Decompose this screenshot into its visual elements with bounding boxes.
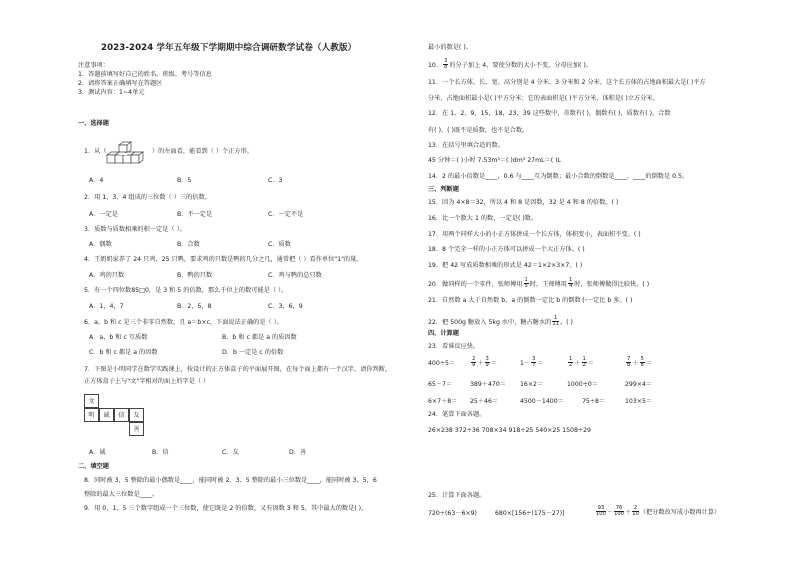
question-text: 13．在括号里填合适的数。 xyxy=(428,142,504,149)
calc-item: $\frac{2}{9}$ ＋ $\frac{3}{9}$ ＝ xyxy=(472,356,497,369)
note-item: 3．测试内容：1~4单元 xyxy=(78,89,145,96)
calc-item: 389＋470＝ xyxy=(470,381,506,388)
question-text: 1．从（ xyxy=(84,148,107,155)
note-item: 1．答题前填写好自己的姓名、班级、考号等信息 xyxy=(78,71,212,78)
fraction: $\frac{3}{8}$ xyxy=(444,58,448,71)
question-text: 整除的最大三位数是____。 xyxy=(84,491,159,498)
option-c[interactable]: C．3，6，9 xyxy=(268,303,303,310)
question-text: 25．计算下面各题。 xyxy=(428,492,486,499)
option-b[interactable]: B．2，5，8 xyxy=(177,303,212,310)
option-c[interactable]: C．b 和 c 都是 a 的因数 xyxy=(89,349,158,356)
question-text: 15．因为 4×8＝32，所以 4 和 8 是因数，32 是 4 和 8 的倍数。( ) xyxy=(428,199,619,206)
calc-item: $\frac{7}{8}$ ＋ $\frac{5}{8}$ ＝ xyxy=(627,356,652,369)
calc-item: 6×7＋8＝ xyxy=(428,398,458,405)
question-text: 19．把 42 写成质数相乘的形式是 42＝1×2×3×7。( ) xyxy=(428,262,583,269)
calc-item: $\frac{1}{2}$ ＋ $\frac{1}{2}$ ＝ xyxy=(569,356,594,369)
section-heading: 三、判断题 xyxy=(428,186,459,193)
calc-item: $\frac{93}{100}$ － $\frac{76}{100}$ ＋ $\frac{2}{10}$ （把分数改写成小数再计算） xyxy=(596,505,721,518)
net-cell: 诚 xyxy=(99,408,114,422)
question-text: 23．看谁反应快。 xyxy=(428,343,480,350)
calc-item: 4500－1400＝ xyxy=(520,398,564,405)
option-a[interactable]: A．a，b 和 c 互质数 xyxy=(89,334,148,341)
option-d[interactable]: D．b 一定是 c 的倍数 xyxy=(222,349,284,356)
question-text: 12．在 1，2，9，15，18，23，39 这些数中，奇数有( )，偶数有( )，质数有( )，合数 xyxy=(428,110,671,117)
fraction: $\frac{1}{4}$ xyxy=(568,277,573,290)
question-text: 18．8 个完全一样的小正方体可以拼成一个大正方体。( ) xyxy=(428,246,585,253)
question-text: 14．2 的最小倍数是____，0.6 与____互为倒数；最小合数的倒数是____，____的倒数是 0.5。 xyxy=(428,173,689,180)
calc-items: 26×238 372÷36 708×34 918÷25 540×25 1508÷29 xyxy=(428,427,591,434)
option-b[interactable]: B．鸭的只数 xyxy=(177,272,213,279)
notes-heading: 注意事项： xyxy=(78,62,109,69)
option-b[interactable]: B．b 和 c 都是 a 的质因数 xyxy=(222,334,297,341)
question-text: 6．a，b 和 c 是三个非零自然数，且 a＝b×c，下面说法正确的是（ ）。 xyxy=(84,319,283,326)
question-text: 10． $\frac{3}{8}$ 的分子加上 4，要使分数的大小不变，分母应加( )。 xyxy=(428,58,593,71)
calc-item: 400÷5＝ xyxy=(428,360,456,367)
question-text: 24．笔算下面各题。 xyxy=(428,411,486,418)
question-text: 20．做同样的一个零件，张师傅用 $\frac{1}{5}$ 时，王师傅用 $\frac{1}{4}$ 时，张师傅做得比较快。( ) xyxy=(428,277,650,290)
option-c[interactable]: C．一定不是 xyxy=(268,211,304,218)
question-text: ）的左面看，能看到（ ）个正方形。 xyxy=(152,148,253,155)
calc-item: 16×2＝ xyxy=(520,381,544,388)
section-heading: 二、填空题 xyxy=(78,463,109,470)
option-a[interactable]: A．鸡的只数 xyxy=(89,272,125,279)
page-title: 2023-2024 学年五年级下学期期中综合调研数学试卷（人教版） xyxy=(101,43,357,53)
question-text: 正方体盒子上与"文"字相对的面上的字是（ ） xyxy=(84,378,210,385)
fraction: $\frac{1}{5}$ xyxy=(524,277,528,290)
option-b[interactable]: B．合数 xyxy=(177,241,200,248)
question-text: 11．一个长方体，长、宽、高分别是 4 分米、3 分米和 2 分米，这个长方体的占地面积最大是( )平方 xyxy=(428,79,706,86)
net-cell: 文 xyxy=(84,394,99,408)
option-b[interactable]: B．不一定是 xyxy=(177,211,213,218)
question-text: 分米，占地面积最小是( )平方分米；它的表面积是( )平方分米，体积是( )立方分米。 xyxy=(428,95,659,102)
option-d[interactable]: D．善 xyxy=(289,449,307,456)
option-a[interactable]: A．4 xyxy=(89,177,104,184)
option-c[interactable]: C．鸡与鸭的总只数 xyxy=(268,272,322,279)
option-a[interactable]: A．偶数 xyxy=(89,241,112,248)
net-cell: 善 xyxy=(129,422,144,436)
question-text: 5．有一个四位数85□0，是 3 和 5 的倍数，那么千位上的数可能是（ ）。 xyxy=(84,287,288,294)
option-c[interactable]: C．友 xyxy=(222,449,239,456)
option-c[interactable]: C．3 xyxy=(268,177,283,184)
option-a[interactable]: A．一定是 xyxy=(89,211,118,218)
cube-stack-figure xyxy=(105,141,149,167)
option-a[interactable]: A．诚 xyxy=(89,449,106,456)
section-heading: 四、计算题 xyxy=(428,330,459,337)
calc-item: 720÷(63－6×9) xyxy=(428,510,477,517)
calc-item: 75÷8＝ xyxy=(582,398,606,405)
section-heading: 一、选择题 xyxy=(78,120,109,127)
question-text: 16．比一个数大 1 的数，一定是( )数。 xyxy=(428,215,538,222)
question-text: 7．下图是小明同学在数学实践课上，按设计的正方体盒子的平面展开图，在每个面上都有一个汉字，请你判断， xyxy=(84,366,392,373)
question-text: 22．把 500g 糖放入 5kg 水中，糖占糖水的 $\frac{1}{11}$ 。( ) xyxy=(428,315,573,328)
calc-item: 680×[156÷(175－27)] xyxy=(495,510,565,517)
question-text: 有( )，( )既不是质数，也不是合数。 xyxy=(428,127,529,134)
calc-item: 1－ $\frac{3}{7}$ ＝ xyxy=(520,356,544,369)
question-text: 9．用 0、1、5 三个数字组成一个三位数，使它既是 2 的倍数，又有因数 3 和 5，其中最大的数是( )， xyxy=(84,505,368,512)
calc-item: 65－7＝ xyxy=(428,381,453,388)
question-text: 3．质数与质数相乘的积一定是（ ）。 xyxy=(84,226,186,233)
net-cell: 信 xyxy=(114,408,129,422)
calc-item: 1000÷0＝ xyxy=(567,381,599,388)
question-text: 8．同时被 3，5 整除的最小偶数是____，能同时被 2、3、5 整除的最小三位数是____，能同时被 3，5，6 xyxy=(84,477,377,484)
fraction: $\frac{1}{11}$ xyxy=(552,315,559,328)
note-item: 2．请将答案正确填写在答题区 xyxy=(78,80,163,87)
question-text: 45 分钟＝( )小时 7.53m³＝( )dm³ 27mL＝( )L xyxy=(428,157,561,164)
net-cell: 友 xyxy=(129,408,144,422)
option-b[interactable]: B．5 xyxy=(177,177,192,184)
question-text: 4．王奶奶家养了 24 只鸡，25 只鸭，要求鸡的只数是鸭的几分之几，通常把（ ）看作单位"1"的量。 xyxy=(84,256,363,263)
option-b[interactable]: B．信 xyxy=(152,449,169,456)
question-text: 21．自然数 a 大于自然数 b，a 的倒数一定比 b 的倒数小一定比 b 多。( ) xyxy=(428,297,633,304)
option-a[interactable]: A．1，4，7 xyxy=(89,303,124,310)
calc-item: 299×4＝ xyxy=(625,381,653,388)
option-c[interactable]: C．质数 xyxy=(268,241,291,248)
net-cell: 明 xyxy=(84,408,99,422)
question-text: 2．用 1、3、4 组成的三位数（ ）三的倍数。 xyxy=(84,194,211,201)
question-text: 17．用两个同样大小的小正方体拼成一个长方体，体积变小，表面积不变。( ) xyxy=(428,231,641,238)
calc-item: 103×5＝ xyxy=(625,398,653,405)
question-text: 最小的数是( )。 xyxy=(428,44,472,51)
calc-item: 25＋46＝ xyxy=(470,398,499,405)
